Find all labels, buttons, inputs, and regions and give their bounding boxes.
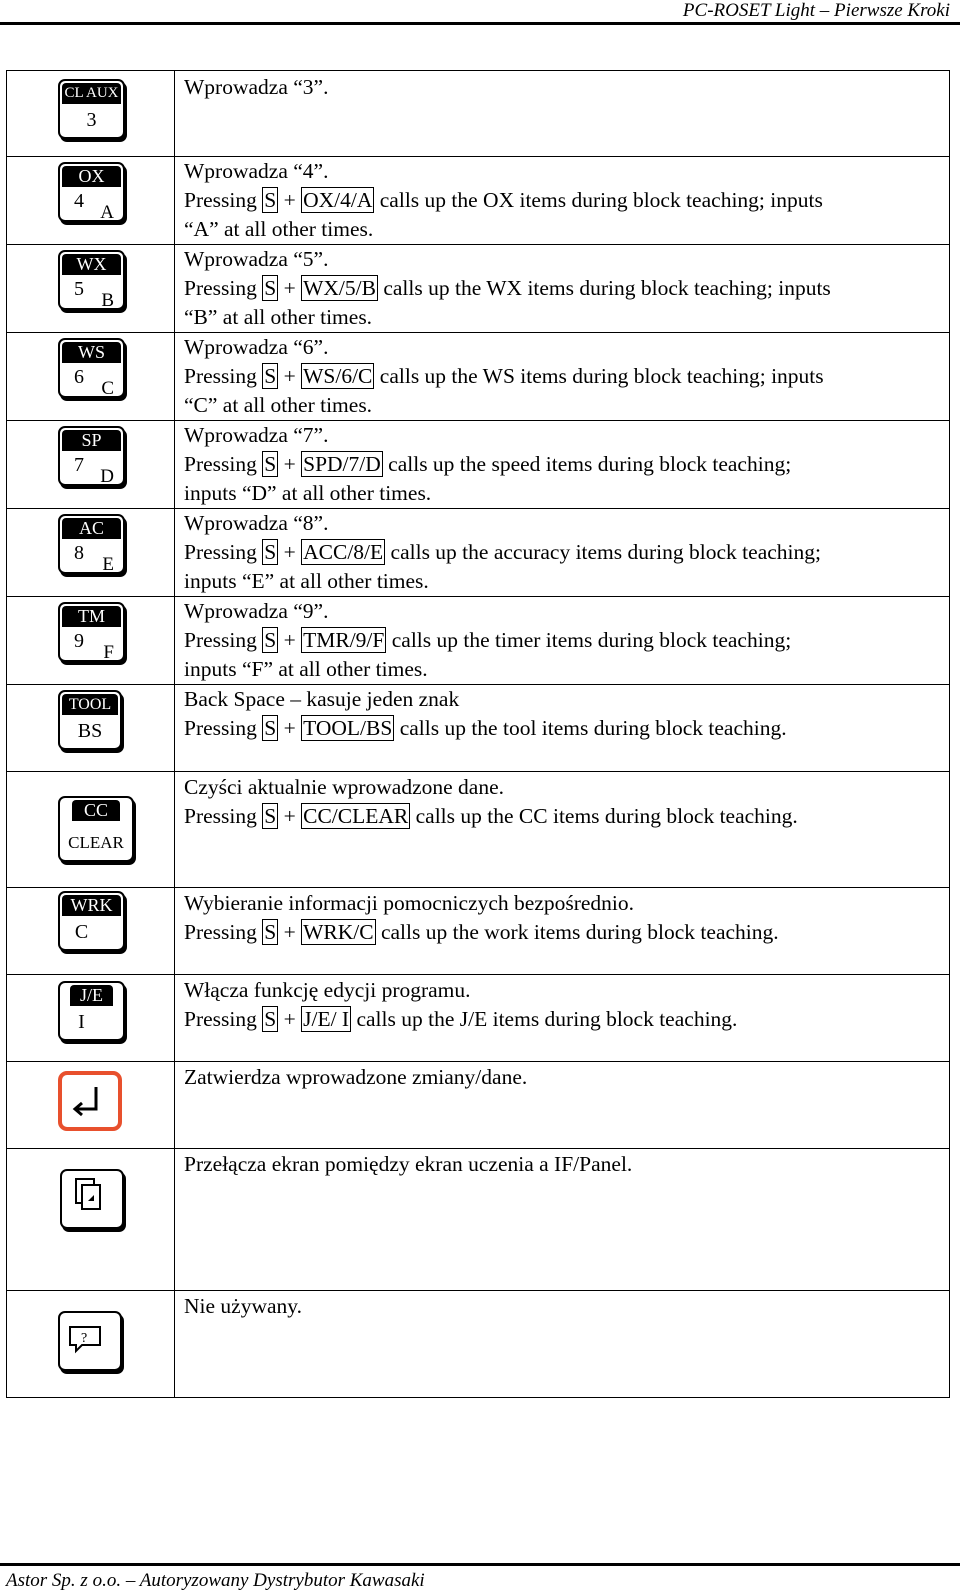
key-ox-4-a bbox=[58, 162, 125, 222]
table-row bbox=[7, 975, 950, 1062]
boxed-key: OX/4/A bbox=[303, 188, 373, 212]
description-line: Wprowadza “5”. bbox=[184, 247, 329, 271]
key-cell bbox=[7, 245, 175, 333]
key-center-label: C bbox=[74, 921, 89, 943]
key-wx-5-b bbox=[58, 250, 125, 310]
description-cell bbox=[175, 71, 950, 157]
description-cell bbox=[175, 333, 950, 421]
key-tool-bs bbox=[58, 690, 122, 750]
key-top-label: SP bbox=[62, 430, 121, 451]
key-cell bbox=[7, 71, 175, 157]
enter-key bbox=[58, 1071, 122, 1131]
description-cell bbox=[175, 1149, 950, 1291]
page-header bbox=[0, 0, 960, 25]
table-row bbox=[7, 333, 950, 421]
text: + bbox=[278, 364, 302, 388]
text: calls up the CC items during block teaching. bbox=[410, 804, 798, 828]
help-icon bbox=[60, 1313, 120, 1369]
text: calls up the WS items during block teaching; inputs bbox=[374, 364, 824, 388]
description-line bbox=[184, 802, 949, 831]
text: Pressing bbox=[184, 804, 263, 828]
text: + bbox=[278, 276, 302, 300]
description-line: Wybieranie informacji pomocniczych bezpośrednio. bbox=[184, 891, 635, 915]
boxed-key: CC/CLEAR bbox=[303, 804, 409, 828]
description-line: Włącza funkcję edycji programu. bbox=[184, 978, 471, 1002]
key-cl-aux-3 bbox=[58, 79, 125, 139]
boxed-key: TOOL/BS bbox=[303, 716, 393, 740]
table-row bbox=[7, 157, 950, 245]
boxed-key-s: S bbox=[264, 188, 277, 212]
description-line: inputs “E” at all other times. bbox=[184, 569, 429, 593]
key-number: 4 bbox=[74, 190, 84, 212]
description-line: Wprowadza “7”. bbox=[184, 423, 329, 447]
text: calls up the OX items during block teaching; inputs bbox=[374, 188, 823, 212]
boxed-key-s: S bbox=[264, 804, 277, 828]
screen-switch-key bbox=[60, 1169, 124, 1229]
key-center-label: I bbox=[78, 1011, 85, 1033]
key-je-i bbox=[58, 981, 125, 1041]
key-cc-clear bbox=[58, 796, 134, 862]
table-row bbox=[7, 772, 950, 888]
boxed-key-s: S bbox=[264, 1007, 277, 1031]
key-cell bbox=[7, 421, 175, 509]
key-top-label: TM bbox=[62, 606, 121, 627]
key-letter: F bbox=[103, 642, 114, 663]
key-top-label: WS bbox=[62, 342, 121, 363]
text: Pressing bbox=[184, 452, 263, 476]
boxed-key-s: S bbox=[264, 452, 277, 476]
description-line bbox=[184, 918, 949, 947]
description-line: Wprowadza “3”. bbox=[184, 75, 329, 99]
key-top-label: CC bbox=[72, 800, 120, 821]
text: Pressing bbox=[184, 188, 263, 212]
key-cell bbox=[7, 975, 175, 1062]
key-cell bbox=[7, 772, 175, 888]
description-line bbox=[184, 274, 949, 303]
boxed-key: ACC/8/E bbox=[303, 540, 384, 564]
key-cell bbox=[7, 1291, 175, 1398]
boxed-key: J/E/ I bbox=[303, 1007, 350, 1031]
key-number: 5 bbox=[74, 278, 84, 300]
description-line bbox=[184, 450, 949, 479]
boxed-key-s: S bbox=[264, 628, 277, 652]
key-cell bbox=[7, 157, 175, 245]
boxed-key-s: S bbox=[264, 276, 277, 300]
text: + bbox=[278, 804, 302, 828]
key-cell bbox=[7, 1149, 175, 1291]
table-row bbox=[7, 685, 950, 772]
key-top-label: CL AUX bbox=[62, 83, 121, 104]
boxed-key: WS/6/C bbox=[303, 364, 373, 388]
text: + bbox=[278, 716, 302, 740]
boxed-key-s: S bbox=[264, 364, 277, 388]
key-cell bbox=[7, 685, 175, 772]
description-line bbox=[184, 1005, 949, 1034]
boxed-key: WX/5/B bbox=[303, 276, 376, 300]
text: calls up the WX items during block teaching; inputs bbox=[377, 276, 831, 300]
table-row bbox=[7, 509, 950, 597]
text: Pressing bbox=[184, 628, 263, 652]
text: calls up the work items during block teaching. bbox=[375, 920, 779, 944]
header-title: PC-ROSET Light – Pierwsze Kroki bbox=[682, 0, 950, 21]
table-row bbox=[7, 1149, 950, 1291]
table-row bbox=[7, 71, 950, 157]
text: + bbox=[278, 1007, 302, 1031]
boxed-key: SPD/7/D bbox=[303, 452, 381, 476]
text: + bbox=[278, 540, 302, 564]
key-cell bbox=[7, 597, 175, 685]
key-cell bbox=[7, 1062, 175, 1149]
text: Pressing bbox=[184, 920, 263, 944]
key-cell bbox=[7, 509, 175, 597]
text: + bbox=[278, 628, 302, 652]
text: calls up the J/E items during block teaching. bbox=[351, 1007, 738, 1031]
key-cell bbox=[7, 888, 175, 975]
text: calls up the speed items during block teaching; bbox=[382, 452, 792, 476]
key-letter: E bbox=[102, 554, 114, 575]
table-row bbox=[7, 1062, 950, 1149]
description-line bbox=[184, 538, 949, 567]
key-description-table bbox=[6, 70, 950, 1398]
key-number: 9 bbox=[74, 630, 84, 652]
description-cell bbox=[175, 772, 950, 888]
description-cell bbox=[175, 888, 950, 975]
boxed-key-s: S bbox=[264, 540, 277, 564]
key-letter: D bbox=[100, 466, 114, 487]
key-letter: A bbox=[100, 202, 114, 223]
boxed-key-s: S bbox=[264, 920, 277, 944]
text: + bbox=[278, 452, 302, 476]
text: Pressing bbox=[184, 540, 263, 564]
text: Pressing bbox=[184, 716, 263, 740]
description-cell bbox=[175, 1291, 950, 1398]
description-cell bbox=[175, 1062, 950, 1149]
key-number: 6 bbox=[74, 366, 84, 388]
text: + bbox=[278, 188, 302, 212]
description-cell bbox=[175, 685, 950, 772]
boxed-key: TMR/9/F bbox=[303, 628, 385, 652]
text: Pressing bbox=[184, 276, 263, 300]
key-letter: B bbox=[101, 290, 114, 311]
description-line: Zatwierdza wprowadzone zmiany/dane. bbox=[184, 1065, 528, 1089]
description-line: Wprowadza “4”. bbox=[184, 159, 329, 183]
description-line: “C” at all other times. bbox=[184, 393, 373, 417]
key-top-label: WX bbox=[62, 254, 121, 275]
enter-icon bbox=[62, 1075, 118, 1127]
screen-switch-icon bbox=[62, 1171, 122, 1227]
table-row bbox=[7, 888, 950, 975]
description-line: inputs “F” at all other times. bbox=[184, 657, 428, 681]
description-cell bbox=[175, 975, 950, 1062]
description-line: inputs “D” at all other times. bbox=[184, 481, 432, 505]
description-line: Back Space – kasuje jeden znak bbox=[184, 687, 460, 711]
description-cell bbox=[175, 421, 950, 509]
description-line: Wprowadza “6”. bbox=[184, 335, 329, 359]
description-line: Przełącza ekran pomiędzy ekran uczenia a IF/Panel. bbox=[184, 1152, 633, 1176]
key-number: 3 bbox=[86, 109, 97, 131]
description-line bbox=[184, 626, 949, 655]
description-cell bbox=[175, 157, 950, 245]
table-row bbox=[7, 597, 950, 685]
description-line: “A” at all other times. bbox=[184, 217, 374, 241]
key-top-label: J/E bbox=[70, 985, 113, 1006]
key-top-label: OX bbox=[62, 166, 121, 187]
description-cell bbox=[175, 245, 950, 333]
table-row bbox=[7, 245, 950, 333]
key-ac-8-e bbox=[58, 514, 125, 574]
text: calls up the timer items during block teaching; bbox=[386, 628, 792, 652]
key-top-label: WRK bbox=[62, 895, 121, 916]
description-line: Nie używany. bbox=[184, 1294, 303, 1318]
footer-text: Astor Sp. z o.o. – Autoryzowany Dystrybutor Kawasaki bbox=[6, 1570, 425, 1591]
description-line: “B” at all other times. bbox=[184, 305, 373, 329]
key-wrk-c bbox=[58, 891, 125, 951]
description-line: Wprowadza “8”. bbox=[184, 511, 329, 535]
description-line: Czyści aktualnie wprowadzone dane. bbox=[184, 775, 504, 799]
text: Pressing bbox=[184, 364, 263, 388]
description-cell bbox=[175, 597, 950, 685]
key-center-label: BS bbox=[77, 720, 103, 742]
text: Pressing bbox=[184, 1007, 263, 1031]
description-cell bbox=[175, 509, 950, 597]
key-ws-6-c bbox=[58, 338, 125, 398]
key-cell bbox=[7, 333, 175, 421]
table-row bbox=[7, 421, 950, 509]
key-number: 7 bbox=[74, 454, 84, 476]
key-center-label: CLEAR bbox=[68, 833, 124, 852]
text: + bbox=[278, 920, 302, 944]
key-sp-7-d bbox=[58, 426, 125, 486]
help-key bbox=[58, 1311, 122, 1371]
boxed-key: WRK/C bbox=[303, 920, 374, 944]
text: calls up the accuracy items during block teaching; bbox=[385, 540, 821, 564]
key-tm-9-f bbox=[58, 602, 125, 662]
key-letter: C bbox=[101, 378, 114, 399]
description-line bbox=[184, 714, 949, 743]
description-line bbox=[184, 362, 949, 391]
key-number: 8 bbox=[74, 542, 84, 564]
page-footer bbox=[0, 1563, 960, 1591]
svg-text:?: ? bbox=[81, 1331, 88, 1346]
key-top-label: TOOL bbox=[62, 694, 118, 715]
table-row bbox=[7, 1291, 950, 1398]
key-top-label: AC bbox=[62, 518, 121, 539]
description-line bbox=[184, 186, 949, 215]
boxed-key-s: S bbox=[264, 716, 277, 740]
description-line: Wprowadza “9”. bbox=[184, 599, 329, 623]
text: calls up the tool items during block teaching. bbox=[394, 716, 787, 740]
